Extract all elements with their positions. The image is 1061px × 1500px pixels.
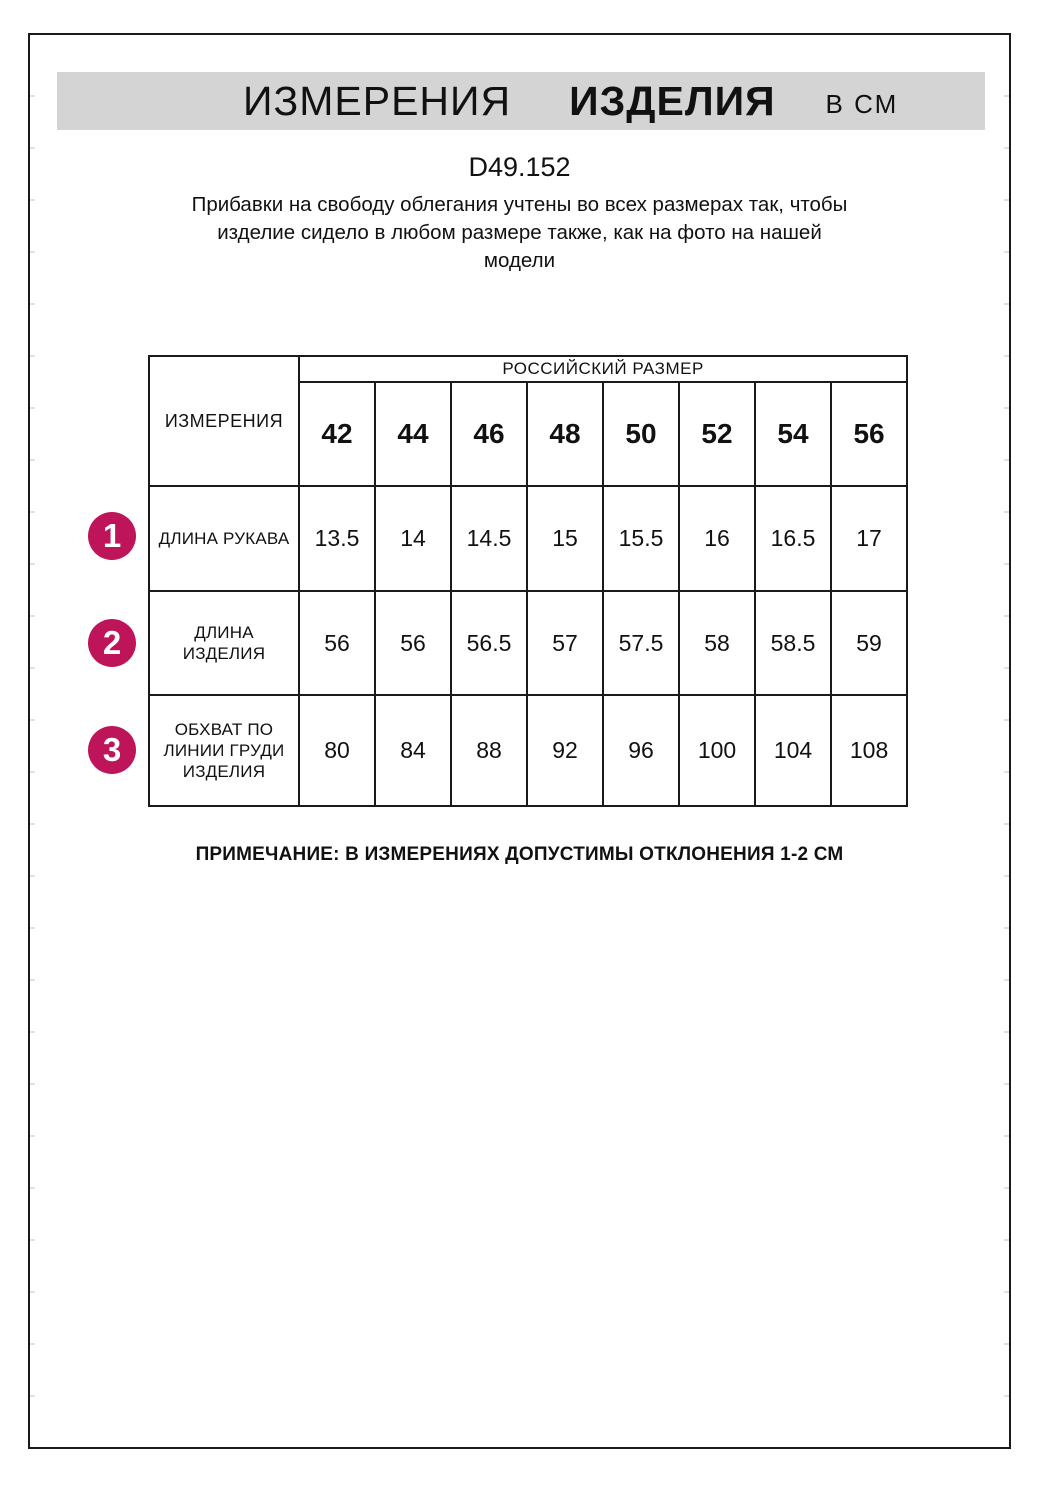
- row-label-line: ДЛИНА РУКАВА: [158, 529, 290, 548]
- size-header: 42: [299, 382, 375, 486]
- table-cell: 14.5: [451, 486, 527, 591]
- row-label: [149, 695, 299, 806]
- size-header: 54: [755, 382, 831, 486]
- table-cell: 56: [375, 591, 451, 695]
- row-marker-1-badge: 1: [88, 512, 136, 560]
- table-cell: 80: [299, 695, 375, 806]
- size-header: 44: [375, 382, 451, 486]
- note-text: ПРИМЕЧАНИЕ: В ИЗМЕРЕНИЯХ ДОПУСТИМЫ ОТКЛОНЕНИЯ 1-2 СМ: [195, 844, 844, 865]
- table-cell: 56: [299, 591, 375, 695]
- row-marker-3-badge: 3: [88, 726, 136, 774]
- table-cell: 104: [755, 695, 831, 806]
- size-header: 48: [527, 382, 603, 486]
- description-line: модели: [483, 249, 556, 272]
- table-cell: 58: [679, 591, 755, 695]
- size-header: 46: [451, 382, 527, 486]
- table-cell: 57: [527, 591, 603, 695]
- table-corner-label: ИЗМЕРЕНИЯ: [149, 356, 299, 486]
- table-cell: 92: [527, 695, 603, 806]
- product-code: D49.152: [468, 152, 571, 182]
- table-cell: 88: [451, 695, 527, 806]
- table-cell: 17: [831, 486, 907, 591]
- table-row-chest-girth: [149, 695, 907, 806]
- table-cell: 59: [831, 591, 907, 695]
- header-bar: [57, 72, 985, 130]
- table-cell: 57.5: [603, 591, 679, 695]
- table-row-garment-length: [149, 591, 907, 695]
- table-cell: 96: [603, 695, 679, 806]
- header-title-measurements: ИЗМЕРЕНИЯ: [243, 77, 512, 124]
- table-cell: 100: [679, 695, 755, 806]
- page-border-frame: [28, 33, 1011, 1449]
- size-header: 50: [603, 382, 679, 486]
- table-group-header: РОССИЙСКИЙ РАЗМЕР: [299, 356, 907, 382]
- row-marker-2-badge: 2: [88, 619, 136, 667]
- table-cell: 58.5: [755, 591, 831, 695]
- row-label-line: ДЛИНА: [194, 623, 254, 642]
- table-row-sleeve-length: [149, 486, 907, 591]
- row-label-line: ИЗДЕЛИЯ: [182, 644, 266, 663]
- row-label-line: ЛИНИИ ГРУДИ: [163, 741, 285, 760]
- table-cell: 13.5: [299, 486, 375, 591]
- row-label: [149, 486, 299, 591]
- size-header: 52: [679, 382, 755, 486]
- table-cell: 15.5: [603, 486, 679, 591]
- table-cell: 14: [375, 486, 451, 591]
- table-cell: 16.5: [755, 486, 831, 591]
- size-header: 56: [831, 382, 907, 486]
- description-line: Прибавки на свободу облегания учтены во всех размерах так, чтобы: [191, 193, 848, 216]
- table-cell: 56.5: [451, 591, 527, 695]
- header-unit-label: В СМ: [825, 88, 899, 119]
- size-table: [148, 355, 908, 807]
- row-label: [149, 591, 299, 695]
- table-cell: 108: [831, 695, 907, 806]
- table-cell: 15: [527, 486, 603, 591]
- description-line: изделие сидело в любом размере также, как на фото на нашей: [217, 221, 822, 244]
- header-title-product: ИЗДЕЛИЯ: [569, 77, 776, 124]
- description-paragraph: [30, 191, 1009, 275]
- table-cell: 84: [375, 695, 451, 806]
- table-cell: 16: [679, 486, 755, 591]
- row-label-line: ИЗДЕЛИЯ: [182, 762, 266, 781]
- row-label-line: ОБХВАТ ПО: [174, 720, 274, 739]
